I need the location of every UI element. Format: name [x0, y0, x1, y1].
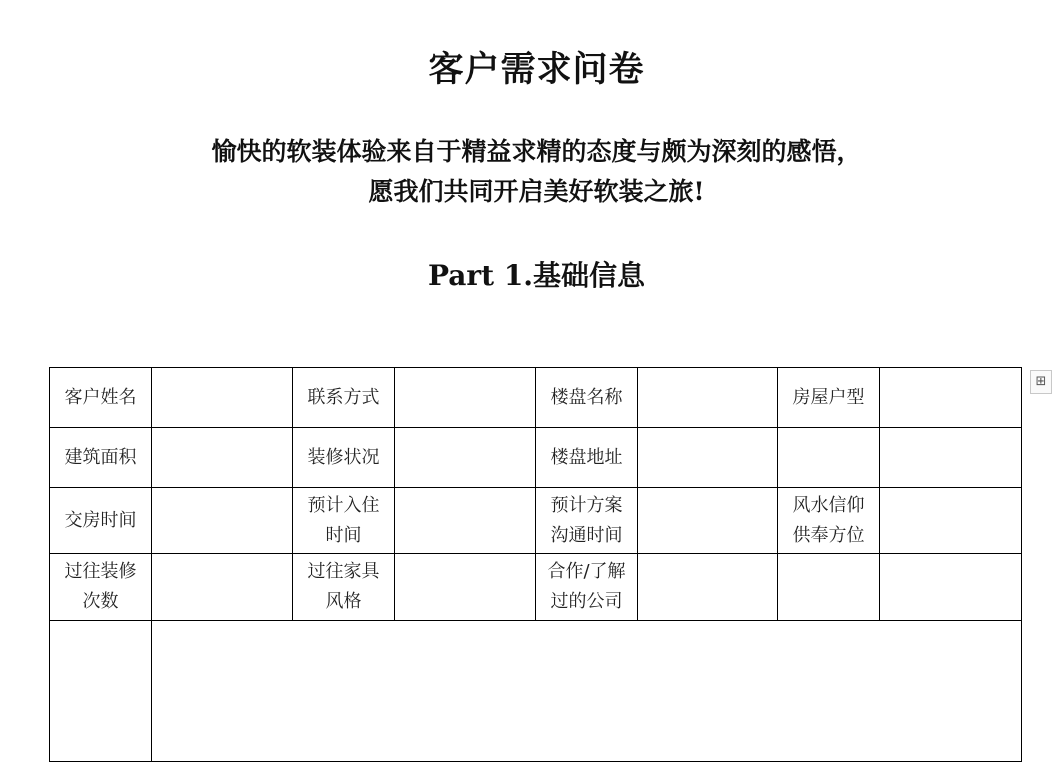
field-past-furniture-style[interactable] — [395, 554, 536, 621]
label-renovation-status: 装修状况 — [293, 428, 395, 488]
field-renovation-status[interactable] — [395, 428, 536, 488]
empty-cell[interactable] — [778, 428, 880, 488]
label-line: 过的公司 — [550, 591, 623, 612]
table-row — [50, 368, 1022, 428]
field-house-type[interactable] — [880, 368, 1022, 428]
label-contact: 联系方式 — [293, 368, 395, 428]
table-row — [50, 621, 1022, 762]
label-line: 过往装修 — [64, 561, 137, 582]
label-customer-name: 客户姓名 — [50, 368, 152, 428]
label-handover-time: 交房时间 — [50, 488, 152, 554]
label-line: 预计方案 — [550, 494, 623, 516]
field-past-renovations[interactable] — [152, 554, 293, 621]
label-line: 沟通时间 — [550, 524, 623, 546]
field-known-companies[interactable] — [638, 554, 778, 621]
table-row — [50, 488, 1022, 554]
field-property-name[interactable] — [638, 368, 778, 428]
subtitle-line-2: 愿我们共同开启美好软装之旅! — [368, 177, 705, 206]
field-property-address[interactable] — [638, 428, 778, 488]
empty-cell[interactable] — [880, 554, 1022, 621]
label-line: 预计入住 — [307, 494, 380, 516]
label-line: 风水信仰 — [792, 494, 865, 516]
label-property-address: 楼盘地址 — [536, 428, 638, 488]
field-handover-time[interactable] — [152, 488, 293, 554]
field-plan-meeting-time[interactable] — [638, 488, 778, 554]
subtitle-line-1: 愉快的软装体验来自于精益求精的态度与颇为深刻的感悟， — [211, 137, 862, 166]
field-move-in-time[interactable] — [395, 488, 536, 554]
label-past-furniture-style — [293, 554, 395, 621]
notes-field[interactable] — [152, 621, 1022, 762]
label-line: 合作/了解 — [547, 561, 626, 582]
label-past-renovations — [50, 554, 152, 621]
label-line: 次数 — [82, 591, 119, 612]
page-title: 客户需求问卷 — [428, 49, 645, 90]
field-fengshui[interactable] — [880, 488, 1022, 554]
label-plan-meeting-time — [536, 488, 638, 554]
label-property-name: 楼盘名称 — [536, 368, 638, 428]
label-line: 时间 — [325, 524, 362, 546]
empty-label-cell — [50, 621, 152, 762]
table-anchor-icon[interactable]: ⊞ — [1030, 370, 1052, 394]
basic-info-table — [49, 367, 1022, 762]
label-building-area: 建筑面积 — [50, 428, 152, 488]
field-contact[interactable] — [395, 368, 536, 428]
label-line: 风格 — [325, 591, 362, 612]
label-line: 过往家具 — [307, 561, 380, 582]
empty-cell[interactable] — [880, 428, 1022, 488]
empty-cell[interactable] — [778, 554, 880, 621]
label-house-type: 房屋户型 — [778, 368, 880, 428]
table-row — [50, 428, 1022, 488]
table-row — [50, 554, 1022, 621]
label-move-in-time — [293, 488, 395, 554]
field-building-area[interactable] — [152, 428, 293, 488]
label-known-companies — [536, 554, 638, 621]
section-title: Part 1.基础信息 — [427, 259, 646, 292]
label-fengshui — [778, 488, 880, 554]
field-customer-name[interactable] — [152, 368, 293, 428]
label-line: 供奉方位 — [792, 524, 865, 546]
